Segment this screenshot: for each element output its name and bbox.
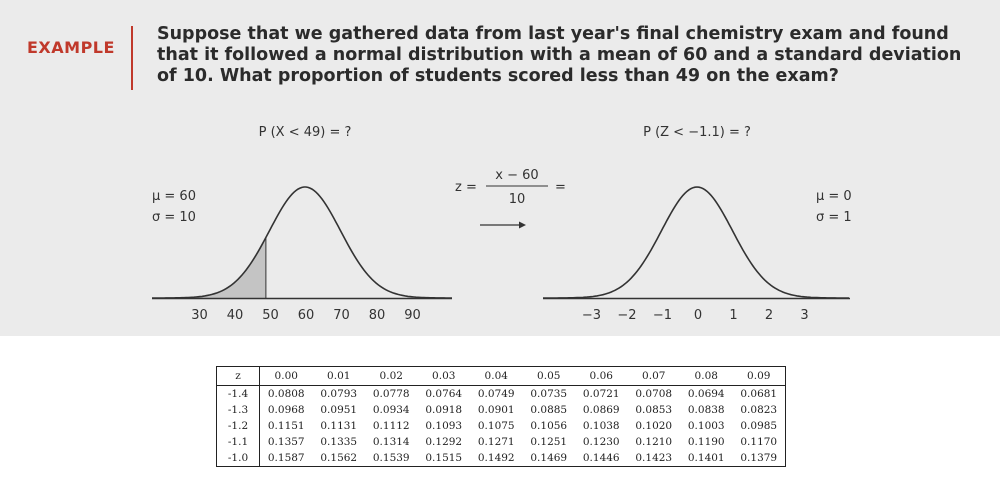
probability-cell: 0.1587 — [267, 452, 305, 464]
probability-cell: 0.0749 — [477, 388, 515, 400]
probability-cell: 0.1230 — [582, 436, 620, 448]
shaded-area-below-49 — [152, 237, 266, 298]
z-table-header: 0.04 — [470, 367, 523, 386]
transform-arrow — [480, 222, 526, 229]
probability-cell: 0.1075 — [477, 420, 515, 432]
z-table-header: 0.02 — [365, 367, 418, 386]
probability-cell: 0.1292 — [425, 436, 463, 448]
probability-cell: 0.1190 — [687, 436, 725, 448]
probability-cell: 0.0934 — [372, 404, 410, 416]
left-mu-label: μ = 60 — [152, 189, 196, 204]
probability-cell: 0.1469 — [530, 452, 568, 464]
probability-cell: 0.1020 — [635, 420, 673, 432]
probability-cell: 0.1379 — [740, 452, 778, 464]
table-row — [217, 418, 786, 434]
probability-cell: 0.1314 — [372, 436, 410, 448]
probability-cell: 0.0681 — [740, 388, 778, 400]
probability-cell: 0.1038 — [582, 420, 620, 432]
probability-cell: 0.1170 — [740, 436, 778, 448]
probability-cell: 0.1056 — [530, 420, 568, 432]
right-probability-title: P (Z < −1.1) = ? — [643, 125, 751, 140]
z-table-header: 0.07 — [628, 367, 681, 386]
z-table-header-row — [217, 367, 786, 386]
z-table-header: 0.03 — [418, 367, 471, 386]
probability-cell: 0.1210 — [635, 436, 673, 448]
right-mu-label: μ = 0 — [816, 189, 852, 204]
right-axis-ticks — [582, 308, 809, 323]
probability-cell: 0.1357 — [267, 436, 305, 448]
z-equals: = — [555, 180, 566, 195]
right-bell-curve — [543, 187, 849, 298]
probability-cell: 0.0901 — [477, 404, 515, 416]
z-label: z = — [455, 180, 477, 195]
tick-label: 60 — [297, 308, 315, 323]
z-numerator: x − 60 — [495, 168, 539, 183]
z-table-header: z — [217, 367, 260, 386]
probability-cell: 0.1003 — [687, 420, 725, 432]
probability-cell: 0.0778 — [372, 388, 410, 400]
z-value-cell: -1.2 — [217, 418, 260, 434]
probability-cell: 0.1112 — [372, 420, 410, 432]
tick-label: −2 — [617, 308, 637, 323]
probability-cell: 0.1151 — [267, 420, 305, 432]
probability-cell: 0.1562 — [320, 452, 358, 464]
z-table-header: 0.00 — [260, 367, 313, 386]
z-table-header: 0.05 — [523, 367, 576, 386]
table-row — [217, 402, 786, 418]
probability-cell: 0.1335 — [320, 436, 358, 448]
probability-cell: 0.1401 — [687, 452, 725, 464]
probability-cell: 0.0721 — [582, 388, 620, 400]
tick-label: 2 — [764, 308, 774, 323]
tick-label: 90 — [404, 308, 421, 323]
table-row — [217, 386, 786, 403]
z-denominator: 10 — [508, 192, 526, 207]
probability-cell: 0.1446 — [582, 452, 620, 464]
z-table-header: 0.06 — [575, 367, 628, 386]
probability-cell: 0.0694 — [687, 388, 725, 400]
probability-cell: 0.0853 — [635, 404, 673, 416]
tick-label: 80 — [368, 308, 386, 323]
probability-cell: 0.0838 — [687, 404, 725, 416]
probability-cell: 0.1423 — [635, 452, 673, 464]
probability-cell: 0.1093 — [425, 420, 463, 432]
table-row — [217, 434, 786, 450]
probability-cell: 0.0885 — [530, 404, 568, 416]
probability-cell: 0.0735 — [530, 388, 568, 400]
tick-label: 50 — [262, 308, 279, 323]
tick-label: 30 — [191, 308, 208, 323]
z-value-cell: -1.4 — [217, 386, 260, 403]
z-table — [216, 366, 786, 467]
probability-cell: 0.0968 — [267, 404, 305, 416]
left-sigma-label: σ = 10 — [152, 210, 196, 225]
probability-cell: 0.1515 — [425, 452, 463, 464]
left-probability-title: P (X < 49) = ? — [258, 125, 352, 140]
z-table-header: 0.08 — [680, 367, 733, 386]
probability-cell: 0.1131 — [320, 420, 358, 432]
right-sigma-label: σ = 1 — [816, 210, 852, 225]
z-value-cell: -1.1 — [217, 434, 260, 450]
probability-cell: 0.1539 — [372, 452, 410, 464]
tick-label: −1 — [652, 308, 673, 323]
tick-label: 70 — [333, 308, 350, 323]
tick-label: −3 — [581, 308, 602, 323]
left-axis-ticks — [191, 308, 421, 323]
tick-label: 3 — [800, 308, 809, 323]
z-table-body — [217, 386, 786, 467]
z-table-header: 0.01 — [313, 367, 366, 386]
tick-label: 0 — [693, 308, 703, 323]
left-bell-curve — [152, 187, 452, 298]
example-label: EXAMPLE — [27, 38, 115, 57]
question-text: Suppose that we gathered data from last year's final chemistry exam and found that it followed a normal distribution with a mean of 60 and a standard deviation of 10. What proportion of students scored less than 49 on the exam? — [157, 24, 962, 86]
tick-label: 40 — [226, 308, 244, 323]
probability-cell: 0.0808 — [267, 388, 305, 400]
probability-cell: 0.1251 — [530, 436, 568, 448]
probability-cell: 0.1271 — [477, 436, 515, 448]
z-table-header: 0.09 — [733, 367, 786, 386]
probability-cell: 0.0823 — [740, 404, 778, 416]
probability-cell: 0.0985 — [740, 420, 778, 432]
probability-cell: 0.0918 — [425, 404, 463, 416]
probability-cell: 0.0869 — [582, 404, 620, 416]
probability-cell: 0.0764 — [425, 388, 463, 400]
z-value-cell: -1.0 — [217, 450, 260, 467]
tick-label: 1 — [729, 308, 738, 323]
z-value-cell: -1.3 — [217, 402, 260, 418]
probability-cell: 0.0793 — [320, 388, 358, 400]
probability-cell: 0.0951 — [320, 404, 358, 416]
probability-cell: 0.0708 — [635, 388, 673, 400]
probability-cell: 0.1492 — [477, 452, 515, 464]
table-row — [217, 450, 786, 467]
